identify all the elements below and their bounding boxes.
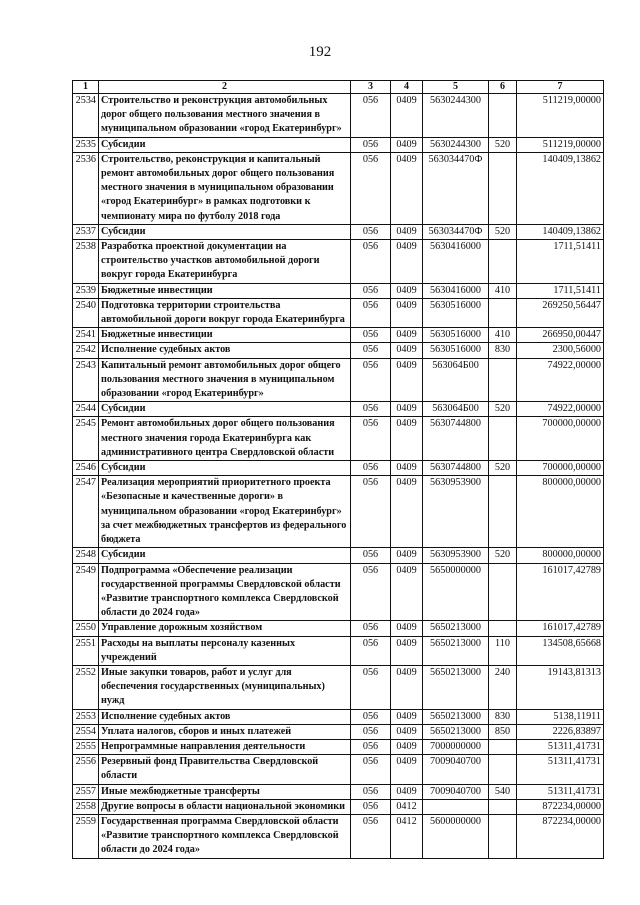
row-amount: 511219,00000 bbox=[517, 94, 604, 138]
row-target-code: 5630416000 bbox=[423, 283, 489, 298]
row-target-code: 7000000000 bbox=[423, 739, 489, 754]
row-admin-code: 056 bbox=[351, 461, 391, 476]
row-number: 2558 bbox=[73, 799, 99, 814]
row-admin-code: 056 bbox=[351, 739, 391, 754]
row-amount: 700000,00000 bbox=[517, 461, 604, 476]
row-target-code: 5630516000 bbox=[423, 343, 489, 358]
row-number: 2537 bbox=[73, 224, 99, 239]
row-expense-type bbox=[489, 563, 517, 621]
row-name: Бюджетные инвестиции bbox=[99, 283, 351, 298]
row-admin-code: 056 bbox=[351, 476, 391, 548]
row-amount: 2300,56000 bbox=[517, 343, 604, 358]
table-body bbox=[73, 94, 604, 859]
row-admin-code: 056 bbox=[351, 755, 391, 784]
row-section-code: 0409 bbox=[391, 755, 423, 784]
table-row bbox=[73, 240, 604, 284]
row-amount: 161017,42789 bbox=[517, 563, 604, 621]
row-admin-code: 056 bbox=[351, 224, 391, 239]
row-target-code: 563064Б00 bbox=[423, 402, 489, 417]
table-row bbox=[73, 137, 604, 152]
row-admin-code: 056 bbox=[351, 402, 391, 417]
row-amount: 511219,00000 bbox=[517, 137, 604, 152]
row-name: Капитальный ремонт автомобильных дорог общего пользования местного значения в муниципальном образовании «город Екатеринбург» bbox=[99, 358, 351, 402]
row-amount: 269250,56447 bbox=[517, 298, 604, 327]
row-target-code: 5600000000 bbox=[423, 814, 489, 858]
row-amount: 140409,13862 bbox=[517, 224, 604, 239]
header-col-5: 5 bbox=[423, 81, 489, 94]
row-name: Ремонт автомобильных дорог общего пользования местного значения города Екатеринбурга как административного центра Свердловской области bbox=[99, 417, 351, 461]
table-row bbox=[73, 94, 604, 138]
row-number: 2540 bbox=[73, 298, 99, 327]
row-target-code: 5630953900 bbox=[423, 476, 489, 548]
row-admin-code: 056 bbox=[351, 298, 391, 327]
row-number: 2538 bbox=[73, 240, 99, 284]
row-name: Расходы на выплаты персоналу казенных учреждений bbox=[99, 636, 351, 665]
row-section-code: 0412 bbox=[391, 799, 423, 814]
row-amount: 872234,00000 bbox=[517, 814, 604, 858]
row-name: Субсидии bbox=[99, 548, 351, 563]
row-expense-type: 410 bbox=[489, 328, 517, 343]
row-number: 2552 bbox=[73, 665, 99, 709]
row-admin-code: 056 bbox=[351, 724, 391, 739]
row-number: 2539 bbox=[73, 283, 99, 298]
row-amount: 1711,51411 bbox=[517, 283, 604, 298]
table-row bbox=[73, 814, 604, 858]
row-number: 2534 bbox=[73, 94, 99, 138]
row-admin-code: 056 bbox=[351, 784, 391, 799]
row-expense-type: 520 bbox=[489, 548, 517, 563]
row-section-code: 0409 bbox=[391, 784, 423, 799]
row-amount: 1711,51411 bbox=[517, 240, 604, 284]
row-name: Резервный фонд Правительства Свердловской области bbox=[99, 755, 351, 784]
row-expense-type: 410 bbox=[489, 283, 517, 298]
row-target-code: 563064Б00 bbox=[423, 358, 489, 402]
row-amount: 74922,00000 bbox=[517, 358, 604, 402]
row-name: Разработка проектной документации на строительство участков автомобильной дороги вокруг города Екатеринбурга bbox=[99, 240, 351, 284]
row-number: 2535 bbox=[73, 137, 99, 152]
row-expense-type: 520 bbox=[489, 137, 517, 152]
row-number: 2550 bbox=[73, 621, 99, 636]
header-col-4: 4 bbox=[391, 81, 423, 94]
row-section-code: 0409 bbox=[391, 476, 423, 548]
row-target-code: 5630953900 bbox=[423, 548, 489, 563]
header-col-2: 2 bbox=[99, 81, 351, 94]
row-number: 2554 bbox=[73, 724, 99, 739]
row-amount: 161017,42789 bbox=[517, 621, 604, 636]
row-name: Строительство, реконструкция и капитальный ремонт автомобильных дорог общего пользования местного значения в муниципальном образовании «город Екатеринбург» в рамках подготовки к чемпионату мира по футболу 2018 года bbox=[99, 152, 351, 224]
row-expense-type: 520 bbox=[489, 461, 517, 476]
row-name: Иные закупки товаров, работ и услуг для обеспечения государственных (муниципальных) нужд bbox=[99, 665, 351, 709]
row-name: Непрограммные направления деятельности bbox=[99, 739, 351, 754]
table-row bbox=[73, 358, 604, 402]
row-expense-type bbox=[489, 621, 517, 636]
row-expense-type bbox=[489, 814, 517, 858]
row-name: Исполнение судебных актов bbox=[99, 709, 351, 724]
row-target-code: 5650213000 bbox=[423, 724, 489, 739]
row-section-code: 0409 bbox=[391, 94, 423, 138]
budget-table bbox=[72, 80, 604, 859]
row-section-code: 0409 bbox=[391, 298, 423, 327]
row-name: Бюджетные инвестиции bbox=[99, 328, 351, 343]
row-section-code: 0409 bbox=[391, 358, 423, 402]
row-admin-code: 056 bbox=[351, 417, 391, 461]
row-name: Субсидии bbox=[99, 224, 351, 239]
row-admin-code: 056 bbox=[351, 343, 391, 358]
row-number: 2559 bbox=[73, 814, 99, 858]
row-amount: 700000,00000 bbox=[517, 417, 604, 461]
row-name: Иные межбюджетные трансферты bbox=[99, 784, 351, 799]
row-target-code: 5630744800 bbox=[423, 417, 489, 461]
row-expense-type bbox=[489, 476, 517, 548]
row-admin-code: 056 bbox=[351, 94, 391, 138]
row-target-code: 5650000000 bbox=[423, 563, 489, 621]
row-name: Подпрограмма «Обеспечение реализации государственной программы Свердловской области «Развитие транспортного комплекса Свердловской области до 2024 года» bbox=[99, 563, 351, 621]
table-row bbox=[73, 152, 604, 224]
row-target-code: 5630244300 bbox=[423, 137, 489, 152]
row-name: Государственная программа Свердловской области «Развитие транспортного комплекса Свердловской области до 2024 года» bbox=[99, 814, 351, 858]
row-section-code: 0409 bbox=[391, 224, 423, 239]
row-expense-type: 110 bbox=[489, 636, 517, 665]
row-admin-code: 056 bbox=[351, 563, 391, 621]
row-target-code: 5650213000 bbox=[423, 636, 489, 665]
row-expense-type bbox=[489, 240, 517, 284]
table-row bbox=[73, 476, 604, 548]
row-target-code: 563034470Ф bbox=[423, 224, 489, 239]
row-section-code: 0409 bbox=[391, 709, 423, 724]
row-number: 2536 bbox=[73, 152, 99, 224]
row-expense-type: 830 bbox=[489, 343, 517, 358]
row-number: 2546 bbox=[73, 461, 99, 476]
table-row bbox=[73, 328, 604, 343]
row-amount: 19143,81313 bbox=[517, 665, 604, 709]
row-number: 2541 bbox=[73, 328, 99, 343]
row-number: 2557 bbox=[73, 784, 99, 799]
table-row bbox=[73, 224, 604, 239]
table-row bbox=[73, 461, 604, 476]
row-expense-type bbox=[489, 739, 517, 754]
row-admin-code: 056 bbox=[351, 240, 391, 284]
row-amount: 51311,41731 bbox=[517, 755, 604, 784]
row-target-code: 5650213000 bbox=[423, 665, 489, 709]
page-number: 192 bbox=[308, 44, 332, 60]
table-row bbox=[73, 283, 604, 298]
row-number: 2556 bbox=[73, 755, 99, 784]
row-expense-type bbox=[489, 755, 517, 784]
row-section-code: 0409 bbox=[391, 402, 423, 417]
table-row bbox=[73, 563, 604, 621]
row-admin-code: 056 bbox=[351, 665, 391, 709]
row-section-code: 0409 bbox=[391, 548, 423, 563]
row-target-code bbox=[423, 799, 489, 814]
row-target-code: 5630416000 bbox=[423, 240, 489, 284]
row-number: 2542 bbox=[73, 343, 99, 358]
table-row bbox=[73, 636, 604, 665]
table-row bbox=[73, 799, 604, 814]
table-row bbox=[73, 402, 604, 417]
row-target-code: 5630516000 bbox=[423, 298, 489, 327]
row-name: Другие вопросы в области национальной экономики bbox=[99, 799, 351, 814]
row-name: Строительство и реконструкция автомобильных дорог общего пользования местного значения в муниципальном образовании «город Екатеринбург» bbox=[99, 94, 351, 138]
row-section-code: 0409 bbox=[391, 343, 423, 358]
header-col-3: 3 bbox=[351, 81, 391, 94]
table-row bbox=[73, 709, 604, 724]
table-row bbox=[73, 665, 604, 709]
row-amount: 5138,11911 bbox=[517, 709, 604, 724]
row-section-code: 0409 bbox=[391, 739, 423, 754]
row-amount: 140409,13862 bbox=[517, 152, 604, 224]
row-expense-type: 850 bbox=[489, 724, 517, 739]
row-admin-code: 056 bbox=[351, 137, 391, 152]
row-admin-code: 056 bbox=[351, 814, 391, 858]
row-admin-code: 056 bbox=[351, 548, 391, 563]
row-name: Субсидии bbox=[99, 402, 351, 417]
row-admin-code: 056 bbox=[351, 709, 391, 724]
row-target-code: 5630244300 bbox=[423, 94, 489, 138]
row-admin-code: 056 bbox=[351, 358, 391, 402]
header-row bbox=[73, 81, 604, 94]
table-row bbox=[73, 739, 604, 754]
row-target-code: 7009040700 bbox=[423, 784, 489, 799]
row-number: 2545 bbox=[73, 417, 99, 461]
row-number: 2543 bbox=[73, 358, 99, 402]
row-amount: 800000,00000 bbox=[517, 476, 604, 548]
row-section-code: 0409 bbox=[391, 665, 423, 709]
row-name: Уплата налогов, сборов и иных платежей bbox=[99, 724, 351, 739]
row-number: 2549 bbox=[73, 563, 99, 621]
table-row bbox=[73, 784, 604, 799]
row-amount: 74922,00000 bbox=[517, 402, 604, 417]
table-row bbox=[73, 621, 604, 636]
row-expense-type bbox=[489, 152, 517, 224]
row-expense-type: 540 bbox=[489, 784, 517, 799]
row-amount: 266950,00447 bbox=[517, 328, 604, 343]
row-expense-type: 830 bbox=[489, 709, 517, 724]
table-row bbox=[73, 724, 604, 739]
row-name: Управление дорожным хозяйством bbox=[99, 621, 351, 636]
row-number: 2547 bbox=[73, 476, 99, 548]
row-expense-type bbox=[489, 298, 517, 327]
row-number: 2551 bbox=[73, 636, 99, 665]
row-section-code: 0409 bbox=[391, 152, 423, 224]
row-amount: 872234,00000 bbox=[517, 799, 604, 814]
row-expense-type bbox=[489, 358, 517, 402]
row-section-code: 0409 bbox=[391, 621, 423, 636]
row-name: Подготовка территории строительства автомобильной дороги вокруг города Екатеринбурга bbox=[99, 298, 351, 327]
row-admin-code: 056 bbox=[351, 283, 391, 298]
row-target-code: 5650213000 bbox=[423, 709, 489, 724]
row-expense-type bbox=[489, 94, 517, 138]
row-expense-type: 240 bbox=[489, 665, 517, 709]
row-target-code: 5630744800 bbox=[423, 461, 489, 476]
row-target-code: 7009040700 bbox=[423, 755, 489, 784]
row-section-code: 0409 bbox=[391, 461, 423, 476]
row-name: Реализация мероприятий приоритетного проекта «Безопасные и качественные дороги» в муниципальном образовании «город Екатеринбург» за счет межбюджетных трансфертов из федерального бюджета bbox=[99, 476, 351, 548]
header-col-7: 7 bbox=[517, 81, 604, 94]
row-number: 2544 bbox=[73, 402, 99, 417]
row-amount: 800000,00000 bbox=[517, 548, 604, 563]
row-admin-code: 056 bbox=[351, 636, 391, 665]
row-amount: 2226,83897 bbox=[517, 724, 604, 739]
row-section-code: 0409 bbox=[391, 417, 423, 461]
table-row bbox=[73, 298, 604, 327]
row-section-code: 0409 bbox=[391, 137, 423, 152]
row-amount: 134508,65668 bbox=[517, 636, 604, 665]
row-number: 2555 bbox=[73, 739, 99, 754]
row-admin-code: 056 bbox=[351, 328, 391, 343]
row-target-code: 5630516000 bbox=[423, 328, 489, 343]
row-section-code: 0412 bbox=[391, 814, 423, 858]
row-admin-code: 056 bbox=[351, 799, 391, 814]
header-col-6: 6 bbox=[489, 81, 517, 94]
row-section-code: 0409 bbox=[391, 283, 423, 298]
row-expense-type bbox=[489, 799, 517, 814]
row-amount: 51311,41731 bbox=[517, 784, 604, 799]
row-expense-type: 520 bbox=[489, 402, 517, 417]
table-row bbox=[73, 755, 604, 784]
table-row bbox=[73, 417, 604, 461]
header-col-1: 1 bbox=[73, 81, 99, 94]
row-admin-code: 056 bbox=[351, 621, 391, 636]
row-admin-code: 056 bbox=[351, 152, 391, 224]
row-target-code: 563034470Ф bbox=[423, 152, 489, 224]
row-target-code: 5650213000 bbox=[423, 621, 489, 636]
row-section-code: 0409 bbox=[391, 240, 423, 284]
row-section-code: 0409 bbox=[391, 563, 423, 621]
row-name: Субсидии bbox=[99, 461, 351, 476]
row-expense-type bbox=[489, 417, 517, 461]
row-name: Субсидии bbox=[99, 137, 351, 152]
row-name: Исполнение судебных актов bbox=[99, 343, 351, 358]
table-row bbox=[73, 343, 604, 358]
row-section-code: 0409 bbox=[391, 724, 423, 739]
row-section-code: 0409 bbox=[391, 636, 423, 665]
row-expense-type: 520 bbox=[489, 224, 517, 239]
table-row bbox=[73, 548, 604, 563]
row-amount: 51311,41731 bbox=[517, 739, 604, 754]
row-number: 2548 bbox=[73, 548, 99, 563]
row-number: 2553 bbox=[73, 709, 99, 724]
row-section-code: 0409 bbox=[391, 328, 423, 343]
